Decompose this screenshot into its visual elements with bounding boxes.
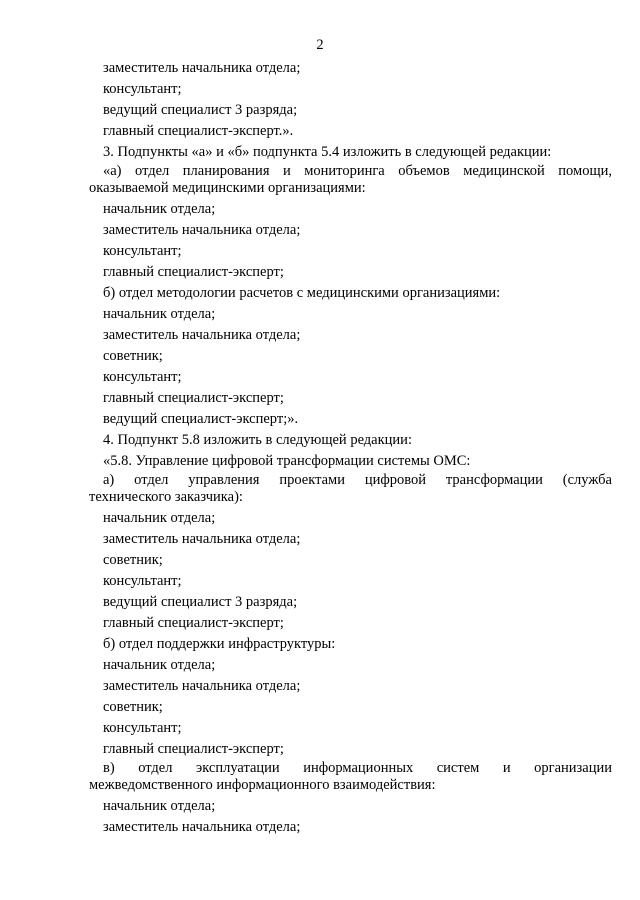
text-line: «а) отдел планирования и мониторинга объемов медицинской помощи, <box>103 163 612 179</box>
text-line: консультант; <box>103 720 182 736</box>
text-line: б) отдел поддержки инфраструктуры: <box>103 636 336 652</box>
text-line: главный специалист-эксперт; <box>103 741 284 757</box>
text-line: консультант; <box>103 573 182 589</box>
text-line: 4. Подпункт 5.8 изложить в следующей редакции: <box>103 432 412 448</box>
text-line: главный специалист-эксперт; <box>103 390 284 406</box>
text-line: в) отдел эксплуатации информационных систем и организации <box>103 760 612 776</box>
text-line: консультант; <box>103 243 182 259</box>
page-number: 2 <box>316 37 324 53</box>
text-line: главный специалист-эксперт.». <box>103 123 294 139</box>
paragraph-v-operations <box>89 760 612 796</box>
text-line: начальник отдела; <box>103 798 216 814</box>
text-line: заместитель начальника отдела; <box>103 222 301 238</box>
paragraph-a-projects <box>89 472 612 508</box>
text-line: ведущий специалист-эксперт;». <box>103 411 299 427</box>
text-line: заместитель начальника отдела; <box>103 531 301 547</box>
text-line: технического заказчика): <box>89 489 243 505</box>
text-line: консультант; <box>103 369 182 385</box>
text-line: начальник отдела; <box>103 201 216 217</box>
text-line: советник; <box>103 699 163 715</box>
text-line: советник; <box>103 348 163 364</box>
text-line: заместитель начальника отдела; <box>103 819 301 835</box>
text-line: советник; <box>103 552 163 568</box>
text-line: б) отдел методологии расчетов с медицинскими организациями: <box>103 285 501 301</box>
text-line: главный специалист-эксперт; <box>103 264 284 280</box>
text-line: оказываемой медицинскими организациями: <box>89 180 366 196</box>
text-line: ведущий специалист 3 разряда; <box>103 594 298 610</box>
text-line: а) отдел управления проектами цифровой трансформации (служба <box>103 472 612 488</box>
text-line: консультант; <box>103 81 182 97</box>
text-line: ведущий специалист 3 разряда; <box>103 102 298 118</box>
text-line: заместитель начальника отдела; <box>103 327 301 343</box>
text-line: начальник отдела; <box>103 306 216 322</box>
text-line: заместитель начальника отдела; <box>103 60 301 76</box>
text-line: «5.8. Управление цифровой трансформации системы ОМС: <box>103 453 471 469</box>
text-line: межведомственного информационного взаимодействия: <box>89 777 436 793</box>
document-body <box>89 58 612 838</box>
text-line: начальник отдела; <box>103 510 216 526</box>
text-line: заместитель начальника отдела; <box>103 678 301 694</box>
text-line: начальник отдела; <box>103 657 216 673</box>
text-line: 3. Подпункты «а» и «б» подпункта 5.4 изложить в следующей редакции: <box>103 144 552 160</box>
paragraph-a-planning <box>89 163 612 199</box>
text-line: главный специалист-эксперт; <box>103 615 284 631</box>
